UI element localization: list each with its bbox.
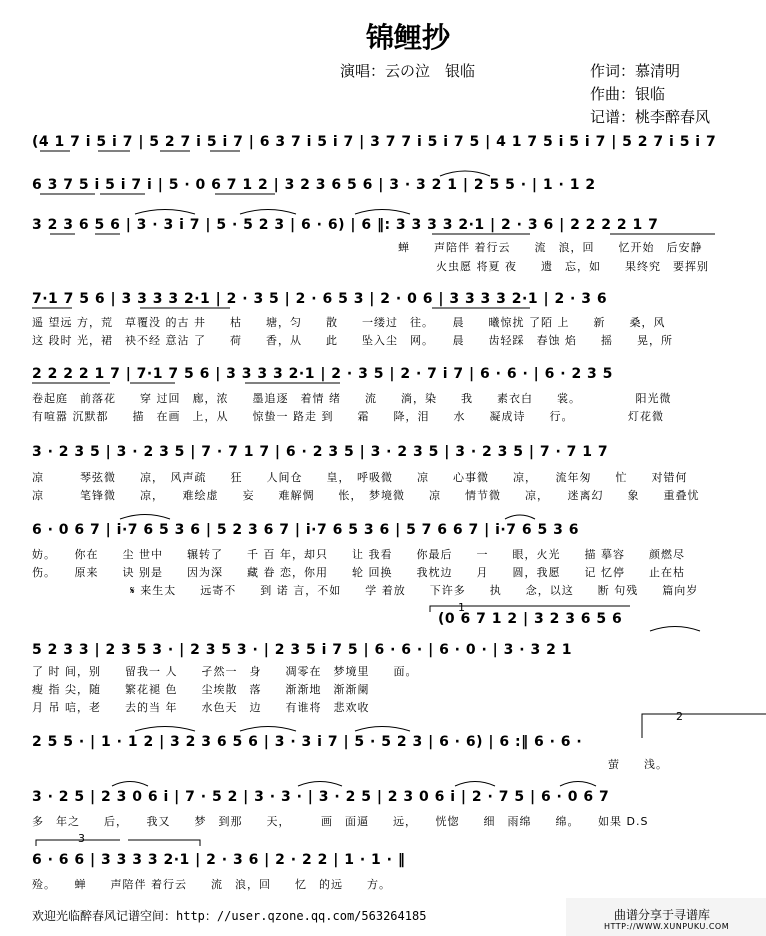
lyric-row-6-verse-2: 凉 笔锋微 凉， 难绘虚 妄 难解惆 怅， 梦境微 凉 情节微 凉， 迷离幻 象 重叠忧 — [32, 489, 700, 502]
lyric-row-5-verse-2: 有喧嚣 沉默都 描 在画 上，从 惊蛰一 路走 到 霜 降，泪 水 凝成诗 行。 灯花微 — [32, 410, 664, 423]
lyricist-credit: 作词：慕清明 — [590, 62, 681, 80]
transcriber-credit: 记谱：桃李醉春风 — [590, 108, 711, 126]
score-row-3: 3 2 3 6 5 6 | 3 · 3 i 7 | 5 · 5 2 3 | 6 · 6) | 6 ‖: 3 3 3 3 2·1 | 2 · 3 6 | 2 2 2 2 1 7 — [32, 217, 659, 233]
lyric-row-7-verse-2: 伤。 原来 诀 别是 因为深 藏 眷 恋，你用 轮 回换 我枕边 月 圆，我愿 记 忆停 止在枯 — [32, 566, 685, 579]
volta-2-label: 2 — [676, 710, 684, 723]
lyric-row-3-verse-1: 蝉 声陪伴 着行云 流 浪，回 忆开始 后安静 — [398, 241, 703, 254]
lyric-row-10-verse-1: 多 年之 后， 我又 梦 到那 天， 画 面逼 远， 恍惚 细 雨绵 绵。 如果 D.S — [32, 815, 649, 828]
lyric-row-8-verse-1: 了 时 间，别 留我一 人 孑然一 身 凋零在 梦境里 面。 — [32, 665, 418, 678]
score-row-1: (4 1 7 i 5 i 7 | 5 2 7 i 5 i 7 | 6 3 7 i 5 i 7 | 3 7 7 i 5 i 7 5 | 4 1 7 5 i 5 i 7 | 5 2 7 i 5 i 7 — [32, 134, 717, 150]
lyric-row-5-verse-1: 卷起庭 前落花 穿 过回 廊，浓 墨追逐 着情 绪 流 淌，染 我 素衣白 裳。 阳光微 — [32, 392, 672, 405]
lyric-row-7-verse-3: 𝄋 来生太 远寄不 到 诺 言，不如 学 着放 下许多 执 念，以这 断 句残 篇向岁 — [130, 584, 699, 597]
watermark-stamp — [566, 898, 766, 936]
lyric-row-4-verse-2: 这 段时 光，裙 袂不经 意沾 了 荷 香，从 此 坠入尘 网。 晨 齿轻踩 春蚀 焰 摇 晃，所 — [32, 334, 673, 347]
lyric-row-4-verse-1: 遥 望远 方，荒 草覆没 的古 井 枯 塘，匀 散 一缕过 往。 晨 曦惊扰 了陌 上 新 桑，风 — [32, 316, 666, 329]
lyric-row-6-verse-1: 凉 琴弦微 凉， 风声疏 狂 人间仓 皇， 呼吸微 凉 心事微 凉， 流年匆 忙 对错何 — [32, 471, 688, 484]
score-row-5: 2 2 2 2 1 7 | 7·1 7 5 6 | 3 3 3 3 2·1 | 2 · 3 5 | 2 · 7 i 7 | 6 · 6 · | 6 · 2 3 5 — [32, 366, 613, 382]
score-row-10: 3 · 2 5 | 2 3 0 6 i | 7 · 5 2 | 3 · 3 · | 3 · 2 5 | 2 3 0 6 i | 2 · 7 5 | 6 · 0 6 7 — [32, 789, 610, 805]
song-title: 锦鲤抄 — [366, 21, 451, 54]
singers-credit: 演唱：云の泣 银临 — [340, 62, 476, 80]
lyric-row-8-verse-3: 月 吊 唁，老 去的当 年 水色天 边 有谁将 悲欢收 — [32, 701, 370, 714]
lyric-row-8-verse-2: 瘦 指 尖，随 繁花褪 色 尘埃散 落 渐渐地 渐渐阑 — [32, 683, 370, 696]
score-row-2: 6 3 7 5 i 5 i 7 i | 5 · 0 6 7 1 2 | 3 2 3 6 5 6 | 3 · 3 2 1 | 2 5 5 · | 1 · 1 2 — [32, 177, 596, 193]
lyric-row-3-verse-2: 火虫愿 将夏 夜 遗 忘，如 果终究 要挥别 — [436, 260, 709, 273]
score-row-4: 7·1 7 5 6 | 3 3 3 3 2·1 | 2 · 3 5 | 2 · 6 5 3 | 2 · 0 6 | 3 3 3 3 2·1 | 2 · 3 6 — [32, 291, 608, 307]
volta-1-label: 1 — [458, 601, 466, 614]
lyric-row-7-verse-1: 妨。 你在 尘 世中 辗转了 千 百 年，却只 让 我看 你最后 一 眼，火光 描 摹容 颜燃尽 — [32, 548, 685, 561]
volta-1-notes: (0 6 7 1 2 | 3 2 3 6 5 6 — [438, 611, 623, 627]
score-row-7: 6 · 0 6 7 | i·7 6 5 3 6 | 5 2 3 6 7 | i·7 6 5 3 6 | 5 7 6 6 7 | i·7 6 5 3 6 — [32, 522, 579, 538]
score-row-11: 6 · 6 6 | 3 3 3 3 2·1 | 2 · 3 6 | 2 · 2 2 | 1 · 1 · ‖ — [32, 852, 406, 868]
footer-blog-link[interactable]: 欢迎光临醉春风记谱空间：http：//user.qzone.qq.com/563264185 — [32, 909, 427, 923]
composer-credit: 作曲：银临 — [590, 85, 666, 103]
score-row-9: 2 5 5 · | 1 · 1 2 | 3 2 3 6 5 6 | 3 · 3 i 7 | 5 · 5 2 3 | 6 · 6) | 6 :‖ 6 · 6 · — [32, 734, 583, 750]
score-row-6: 3 · 2 3 5 | 3 · 2 3 5 | 7 · 7 1 7 | 6 · 2 3 5 | 3 · 2 3 5 | 3 · 2 3 5 | 7 · 7 1 7 — [32, 444, 609, 460]
triplet-marker: 3 — [78, 832, 86, 845]
watermark-site-url: HTTP://WWW.XUNPUKU.COM — [604, 922, 730, 931]
lyric-row-11-verse-1: 殓。 蝉 声陪伴 着行云 流 浪，回 忆 的远 方。 — [32, 878, 391, 891]
watermark-share-text: 曲谱分享于寻谱库 — [614, 908, 711, 922]
lyric-row-9-verse-1: 萤 浅。 — [608, 758, 668, 771]
score-row-8: 5 2 3 3 | 2 3 5 3 · | 2 3 5 3 · | 2 3 5 i 7 5 | 6 · 6 · | 6 · 0 · | 3 · 3 2 1 — [32, 642, 572, 658]
